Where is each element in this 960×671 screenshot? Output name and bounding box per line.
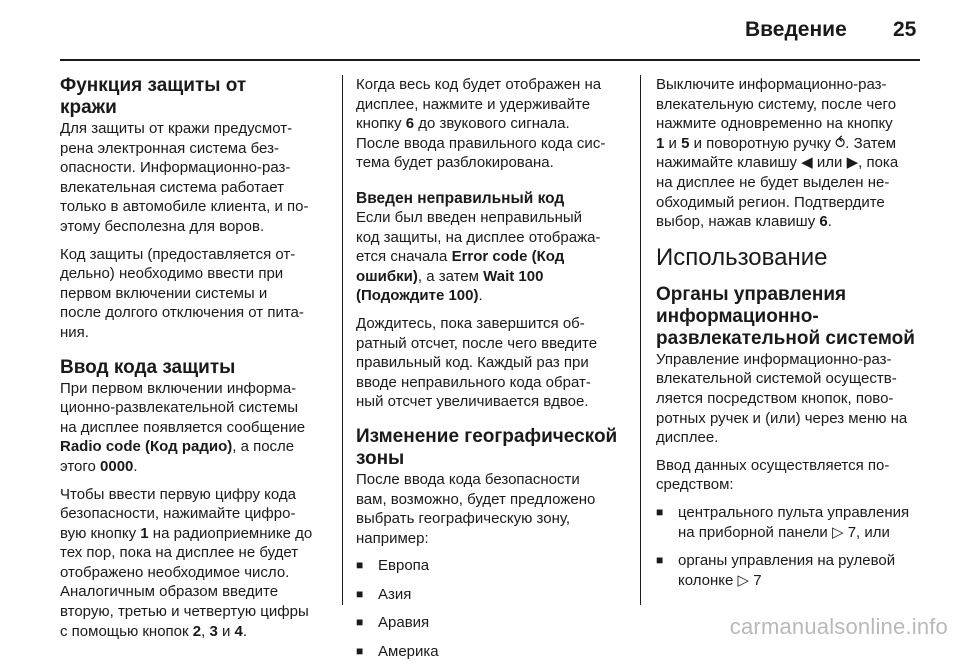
list-item: ■ Америка (356, 643, 439, 661)
column-divider-2 (640, 75, 641, 605)
heading-enter-code: Ввод кода защиты (60, 356, 236, 378)
column-2 (356, 75, 626, 671)
list-item: ■ центрального пульта управления на приборной панели ▷ 7, или (656, 503, 910, 541)
paragraph-enter-digits: Чтобы ввести первую цифру кода безопасности, нажимайте цифро- вую кнопку 1 на радиоприемнике до тех пор, пока на дисплее не будет отображено необходимое число. Аналогичным образом введите вторую, третью и четвертую цифры с помощью кнопок 2, 3 и 4. (60, 485, 313, 640)
arrow-left-icon: ◀ (801, 154, 813, 172)
page-footer (0, 614, 960, 642)
paragraph-countdown: Дождитесь, пока завершится об- ратный отсчет, после чего введите правильный код. Каждый раз при вводе неправильного кода обрат- ный отсчет увеличивается вдвое. (356, 314, 598, 411)
heading-controls: Органы управления информационно- развлекательной системой (656, 283, 915, 349)
page-number: 25 (893, 18, 917, 41)
column-1 (60, 75, 330, 649)
paragraph-data-entry: Ввод данных осуществляется по- средством: (656, 456, 890, 494)
list-item: ■ органы управления на рулевой колонке ▷ 7 (656, 552, 896, 589)
watermark: carmanualsonline.info (729, 614, 948, 639)
controls-list (656, 503, 926, 590)
paragraph-hold-button: Когда весь код будет отображен на дисплее, нажмите и удерживайте кнопку 6 до звукового сигнала. После ввода правильного кода сис- тема будет разблокирована. (356, 76, 606, 172)
paragraph-select-region: После ввода кода безопасности вам, возможно, будет предложено выбрать географическую зону, например: (356, 470, 596, 547)
page-title: Введение (745, 18, 847, 41)
list-item: ■ Европа (356, 557, 430, 575)
paragraph-first-start: При первом включении информа- ционно-развлекательной системы на дисплее появляется сообщение Radio code (Код радио), а после этого 0000. (60, 379, 306, 475)
paragraph-code-required: Код защиты (предоставляется от- дельно) необходимо ввести при первом включении системы и после долгого отключения от пита- ния. (60, 245, 304, 341)
arrow-right-icon: ▶ (846, 154, 859, 172)
column-3 (656, 75, 926, 599)
paragraph-controls-overview: Управление информационно-раз- влекательной системой осуществ- ляется посредством кнопок, пово- ротных ручек и (или) через меню на дисплее. (656, 350, 908, 447)
rotary-knob-icon: ⥀ (835, 134, 846, 152)
region-list (356, 556, 626, 661)
bullet-icon: ■ (656, 504, 664, 519)
list-item: ■ Азия (356, 585, 412, 603)
heading-usage: Использование (656, 243, 828, 271)
page-reference-icon: ▷ (737, 571, 750, 589)
column-divider-1 (342, 75, 343, 605)
paragraph-error-code: Если был введен неправильный код защиты, на дисплее отобража- ется сначала Error code (Код ошибки), а затем Wait 100 (Подождите 100). (356, 208, 601, 305)
bullet-icon: ■ (356, 644, 364, 659)
heading-wrong-code: Введен неправильный код (356, 189, 565, 207)
heading-change-region: Изменение географической зоны (356, 425, 618, 469)
heading-theft-protection: Функция защиты от кражи (60, 75, 247, 118)
bullet-icon: ■ (356, 558, 364, 573)
header-divider (60, 59, 920, 61)
paragraph-region-change-steps: Выключите информационно-раз- влекательную систему, после чего нажмите одновременно на кнопку 1 и 5 и поворотную ручку ⥀. Затем нажимайте клавишу ◀ или ▶, пока на дисплее не будет выделен не- обходимый регион. Подтвердите выбор, нажав клавишу 6. (656, 76, 899, 231)
bullet-icon: ■ (356, 586, 364, 601)
page-reference-icon: ▷ (831, 523, 844, 541)
paragraph-protection-intro: Для защиты от кражи предусмот- рена электронная система без- опасности. Информационно-раз- влекательная система работает только в автомобиле клиента, и по- этому бесполезна для воров. (60, 120, 309, 235)
list-item: ■ Аравия (356, 614, 430, 632)
bullet-icon: ■ (656, 553, 664, 568)
page-header (0, 0, 960, 60)
bullet-icon: ■ (356, 615, 364, 630)
